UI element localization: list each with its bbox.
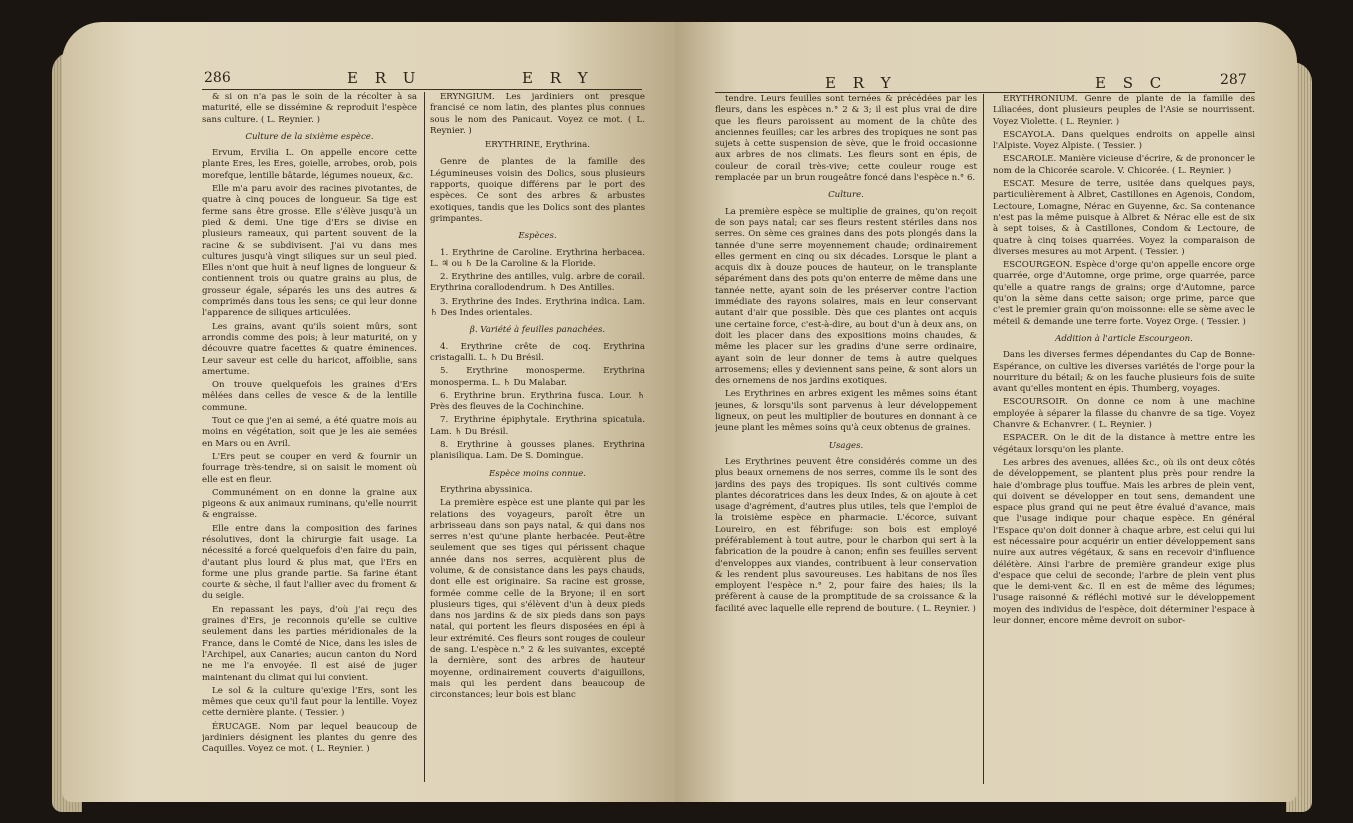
paragraph: Tout ce que j'en ai semé, a été quatre mois au moins en végétation, soit que je les aie semées en Mars ou en Avril. [202, 416, 417, 449]
paragraph: Les Erythrines peuvent être considérés comme un des plus beaux ornemens de nos serres, comme ils le sont des jardins des pays des tropiques. Ils sont cultivés comme plantes décoratrices dans les deux Indes, & on ajoute à cet usage d'agrément, d'autres plus utiles, tels que l'emploi de la troisième espèce en pharmacie. L'écorce, suivant Loureiro, en est fébrifuge: son bois est employé préférablement à tout autre, pour le charbon qui sert à la fabrication de la poudre à canon; enfin ses feuilles servent d'enveloppes aux viandes, contribuent à leur conservation & les rendent plus savoureuses. Les habitans de nos îles employent l'espèce n.° 2, pour faire des haies; ils la préfèrent à cause de la promptitude de sa croissance & la facilité avec laquelle elle reprend de bouture. ( L. Reynier. ) [715, 456, 977, 614]
paragraph: Genre de plantes de la famille des Légumineuses voisin des Dolics, sous plusieurs rapports, quoique différens par le port des espèces. Ce sont des arbres & arbustes exotiques, tandis que les Dolics sont des plantes grimpantes. [430, 157, 645, 224]
paragraph: ESPACER. On le dit de la distance à mettre entre les végétaux lorsqu'on les plante. [993, 433, 1255, 455]
page-number: 287 [1220, 72, 1247, 88]
paragraph: Les grains, avant qu'ils soient mûrs, sont arrondis comme des pois; à leur maturité, on y découvre quatre facettes & quatre éminences. Leur saveur est celle du haricot, affoiblie, sans amertume. [202, 321, 417, 377]
paragraph: 4. Erythrine crête de coq. Erythrina cristagalli. L. ♄ Du Brésil. [430, 341, 645, 363]
paragraph: ESCAT. Mesure de terre, usitée dans quelques pays, particulièrement à Albret, Castillones en Agenois, Condom, Lectoure, Lomagne, Nérac en Guyenne, &c. Sa contenance n'est pas la même puisque à Albret & Nérac elle est de six à sept toises, & à Castillones, Condom & Lectoure, de quatre à cinq toises quarrées. Voyez la comparaison de diverses mesures au mot Arpent. ( Tessier. ) [993, 179, 1255, 257]
paragraph: L'Ers peut se couper en verd & fournir un fourrage très-tendre, si on saisit le moment où elle est en fleur. [202, 451, 417, 485]
paragraph: ESCOURGEON. Espèce d'orge qu'on appelle encore orge quarrée, orge d'Automne, orge prime, orge quarrée, parce qu'elle a quatre rangs de grains; orge d'Automne, parce qu'on la sème dans cette saison; orge prime, parce que c'est le premier grain qu'on moissonne: elle se sème avec le méteil & demande une terre forte. Voyez Orge. ( Tessier. ) [993, 260, 1255, 327]
section-heading: Culture de la sixième espèce. [245, 131, 374, 142]
paragraph: & si on n'a pas le soin de la récolter à sa maturité, elle se dissémine & reproduit l'espèce sans culture. ( L. Reynier. ) [202, 92, 417, 125]
paragraph: ESCAROLE. Manière vicieuse d'écrire, & de prononcer le nom de la Chicorée scarole. V. Chicorée. ( L. Reynier. ) [993, 154, 1255, 176]
paragraph: Dans les diverses fermes dépendantes du Cap de Bonne-Espérance, on cultive les diverses variétés de l'orge pour la nourriture du bétail; & on les fauche plusieurs fois de suite avant qu'elles montent en épis. Thumberg, voyages. [993, 350, 1255, 395]
paragraph: ESCOURSOIR. On donne ce nom à une machine employée à séparer la filasse du chanvre de sa tige. Voyez Chanvre & Echanvrer. ( L. Reynier. ) [993, 397, 1255, 431]
paragraph: La première espèce se multiplie de graines, qu'on reçoit de son pays natal; car ses fleurs restent stériles dans nos serres. On sème ces graines dans des pots plongés dans la tannée d'une serre moyennement chaude; ordinairement elles germent en cinq ou six décades. Lorsque le plant a acquis dix à douze pouces de hauteur, on le transplante séparément dans des pots qu'on enterre de même dans une tannée nette, ayant soin de les préserver contre l'action immédiate des rayons solaires, mais en leur conservant autant d'air que possible. Dès que ces plantes ont acquis une certaine force, c'est-à-dire, au bout d'un à deux ans, on doit les placer dans des expositions moins chaudes, & même les placer sur les gradins d'une serre ordinaire, ayant soin de leur donner de tems à autre quelques arrosemens; elles y deviennent sans peine, & sont alors un des ornemens de nos jardins exotiques. [715, 206, 977, 387]
open-book [62, 22, 1304, 812]
left-column-2 [430, 92, 645, 792]
running-head: E R U [347, 69, 422, 87]
paragraph: ÉRUCAGE. Nom par lequel beaucoup de jardiniers désignent les plantes du genre des Caquilles. Voyez ce mot. ( L. Reynier. ) [202, 721, 417, 755]
section-heading: Addition à l'article Escourgeon. [1055, 333, 1193, 344]
paragraph: ERYTHRONIUM. Genre de plante de la famille des Liliacées, dont plusieurs peuples de l'Asie se nourrissent. Voyez Violette. ( L. Reynier. ) [993, 94, 1255, 127]
right-column-2 [993, 94, 1255, 794]
paragraph: On trouve quelquefois les graines d'Ers mêlées dans celles de vesce & de la lentille commune. [202, 380, 417, 413]
paragraph: 5. Erythrine monosperme. Erythrina monosperma. L. ♄ Du Malabar. [430, 366, 645, 388]
section-heading: ERYTHRINE, Erythrina. [485, 140, 590, 151]
page-number: 286 [204, 70, 231, 86]
right-column-1 [715, 94, 977, 794]
left-column-1 [202, 92, 417, 782]
section-heading: Espèces. [518, 231, 557, 242]
paragraph: Communément on en donne la graine aux pigeons & aux animaux ruminans, qu'elle nourrit & engraisse. [202, 487, 417, 521]
paragraph: Les arbres des avenues, allées &c., où ils ont deux côtés de développement, se plantent plus près pour rendre la haie d'ombrage plus touffue. Mais les arbres de plein vent, qui doivent se développer en tout sens, demandent une espace plus grand qui ne peut être évalué d'avance, mais que l'usage indique pour chaque espèce. En général l'Espace qu'on doit donner à chaque arbre, est celui qui lui est nécessaire pour acquérir un entier développement sans nuire aux autres végétaux, & sans en recevoir d'influence délétère. Ainsi l'arbre de première grandeur exige plus d'espace que celui de seconde; l'arbre de plein vent plus que le demi-vent &c. Il en est de même des légumes; l'usage raisonné & réfléchi motivé sur le développement moyen des individus de l'espèce, doit déterminer l'espace à leur donner, encore même devroit on subor- [993, 457, 1255, 627]
section-heading: Usages. [828, 440, 864, 451]
column-rule [983, 94, 984, 784]
section-heading: Culture. [828, 190, 864, 201]
paragraph: Ervum, Ervilia L. On appelle encore cette plante Eres, les Eres, goielle, arrobes, orob, pois morefque, lentille bâtarde, légumes noueux, &c. [202, 148, 417, 181]
paragraph: 8. Erythrine à gousses planes. Erythrina planisiliqua. Lam. De S. Domingue. [430, 440, 645, 462]
paragraph: 3. Erythrine des Indes. Erythrina indica. Lam. ♄ Des Indes orientales. [430, 296, 645, 319]
paragraph: ESCAYOLA. Dans quelques endroits on appelle ainsi l'Alpiste. Voyez Alpiste. ( Tessier. ) [993, 129, 1255, 152]
column-rule [424, 92, 425, 782]
paragraph: Erythrina abyssinica. [440, 484, 533, 495]
paragraph: Elle m'a paru avoir des racines pivotantes, de quatre à cinq pouces de longueur. Sa tige est ferme sans être grosse. Elle s'élève jusqu'à un pied & demi. Une tige d'Ers se divise en plusieurs rameaux, qui partent souvent de la racine & se subdivisent. J'ai vu dans mes cultures jusqu'à vingt siliques sur un seul pied. Elles n'ont que huit à neuf lignes de longueur & contiennent trois ou quatre grains au plus, de grosseur égale, séparés les uns des autres & comprimés dans tous les sens; ce qui leur donne l'apparence de siliques articulées. [202, 184, 417, 319]
paragraph: 6. Erythrine brun. Erythrina fusca. Lour. ♄ Près des fleuves de la Cochinchine. [430, 390, 645, 413]
paragraph: En repassant les pays, d'où j'ai reçu des graines d'Ers, je reconnois qu'elle se cultive seulement dans les parties méridionales de la France, dans le Comté de Nice, dans les isles de l'Archipel, aux Canaries; aucun canton du Nord ne me l'a envoyée. Il est aisé de juger maintenant du climat qui lui convient. [202, 604, 417, 683]
section-heading: Espèce moins connue. [488, 468, 587, 479]
running-head: E R Y [825, 74, 897, 92]
paragraph: 2. Erythrine des antilles, vulg. arbre de corail. Erythrina corallodendrum. ♄ Des Antilles. [430, 272, 645, 294]
paragraph: ERYNGIUM. Les jardiniers ont presque francisé ce nom latin, des plantes plus connues sous le nom des Panicaut. Voyez ce mot. ( L. Reynier. ) [430, 92, 645, 136]
header-rule [715, 92, 1255, 93]
left-page [62, 22, 675, 802]
right-page [675, 22, 1297, 802]
paragraph: Le sol & la culture qu'exige l'Ers, sont les mêmes que ceux qu'il faut pour la lentille. Voyez cette dernière plante. ( Tessier. ) [202, 685, 417, 719]
paragraph: Elle entre dans la composition des farines résolutives, dont la chirurgie fait usage. La nécessité a forcé quelquefois d'en faire du pain, d'autant plus lourd & plus mat, que l'Ers en forme une plus grande partie. Sa farine étant courte & sèche, il faut l'allier avec du froment & du seigle. [202, 523, 417, 602]
section-heading: β. Variété à feuilles panachées. [469, 325, 606, 336]
paragraph: 7. Erythrine épiphytale. Erythrina spicatula. Lam. ♄ Du Brésil. [430, 415, 645, 437]
running-head: E S C [1095, 74, 1168, 92]
paragraph: tendre. Leurs feuilles sont ternées & précédées par les fleurs, dans les espèces n.° 2 & 3; il est plus vrai de dire que les fleurs paroissent au moment de la chûte des anciennes feuilles; car les arbres des tropiques ne sont pas sujets à cette suspension de sève, que le froid occasionne aux arbres de nos climats. Les fleurs sont en épis, de couleur de corail très-vive; cette couleur rouge est remplacée par un brun rougeâtre foncé dans l'espèce n.° 6. [715, 94, 977, 184]
header-rule [202, 89, 642, 90]
paragraph: Les Erythrines en arbres exigent les mêmes soins étant jeunes, & lorsqu'ils sont parvenus à leur développement ligneux, on peut les multiplier de boutures en donnant à ce jeune plant les mêmes soins qu'à ceux obtenus de graines. [715, 389, 977, 434]
running-head: E R Y [522, 69, 594, 87]
paragraph: 1. Erythrine de Caroline. Erythrina herbacea. L. ♃ ou ♄ De la Caroline & la Floride. [430, 247, 645, 269]
paragraph: La première espèce est une plante qui par les relations des voyageurs, paroît être un arbrisseau dans son pays natal, & qui dans nos serres n'est qu'une plante herbacée. Peut-être seulement que ses tiges qui périssent chaque année dans nos serres, acquièrent plus de volume, & de consistance dans les pays chauds, dont elle est originaire. Sa racine est grosse, formée comme celle de la Bryone; il en sort plusieurs tiges, qui s'élèvent d'un à deux pieds dans nos jardins & de six pieds dans son pays natal, qui portent les fleurs disposées en épi à leur extrémité. Ces fleurs sont rouges de couleur de sang. L'espèce n.° 2 & les suivantes, excepté la dernière, sont des arbres de hauteur moyenne, ordinairement couverts d'aiguillons, mais qui les perdent dans beaucoup de circonstances; leur bois est blanc [430, 498, 645, 701]
